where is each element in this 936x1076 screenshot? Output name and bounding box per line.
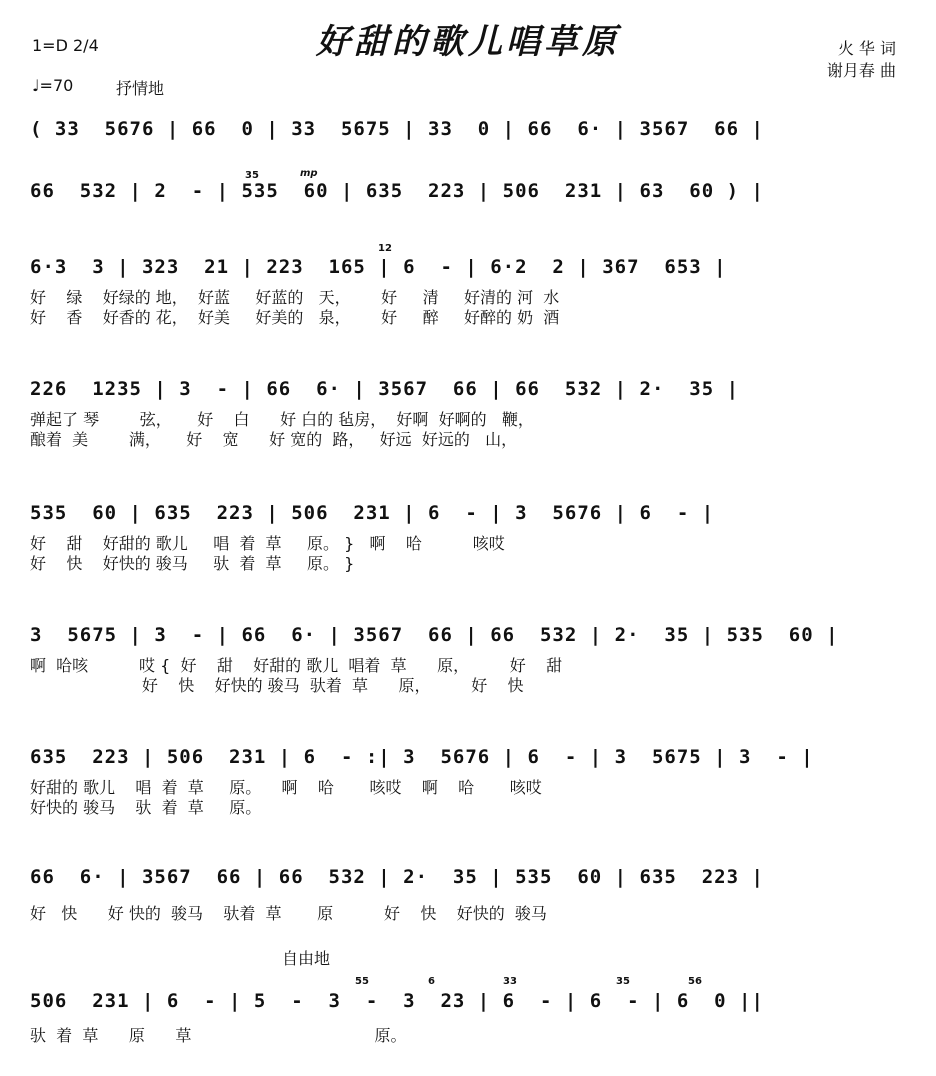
score-system	[30, 372, 906, 450]
score-system	[30, 174, 906, 212]
lyric-line: 好 绿 好绿的 地， 好蓝 好蓝的 天， 好 清 好清的 河 水	[30, 288, 560, 307]
key-signature: 1=D 2/4	[32, 36, 99, 55]
notation-line	[30, 618, 906, 656]
notation-line	[30, 496, 906, 534]
lyric-line: 好 快 好快的 骏马 驮着 草 原， 好 快	[30, 676, 524, 695]
grace-note: 55	[355, 976, 369, 987]
grace-note: 35	[616, 976, 630, 987]
notation-line	[30, 740, 906, 778]
notation-line	[30, 372, 906, 410]
score-system	[30, 984, 906, 1046]
notation-line	[30, 984, 906, 1022]
score-system	[30, 250, 906, 328]
expression-marking: 抒情地	[116, 79, 165, 98]
notes: 66 532 | 2 - | 535 60 | 635 223 | 506 231 | 63 60 ) |	[30, 180, 764, 202]
grace-note: 56	[688, 976, 702, 987]
grace-note: 6	[428, 976, 435, 987]
notes: 226 1235 | 3 - | 66 6· | 3567 66 | 66 532 | 2· 35 |	[30, 378, 740, 400]
notation-line	[30, 860, 906, 898]
notes: 3 5675 | 3 - | 66 6· | 3567 66 | 66 532 | 2· 35 | 535 60 |	[30, 624, 839, 646]
notes: 506 231 | 6 - | 5 - 3 - 3 23 | 6 - | 6 - | 6 0 ||	[30, 990, 764, 1012]
notation-line	[30, 112, 906, 150]
score-system	[30, 112, 906, 150]
lyricist-credit: 火 华 词	[837, 39, 896, 58]
lyric-line: 好快的 骏马 驮 着 草 原。	[30, 798, 262, 817]
grace-note: 12	[378, 243, 392, 254]
notes: 535 60 | 635 223 | 506 231 | 6 - | 3 5676 | 6 - |	[30, 502, 715, 524]
dynamic-mp: mp	[300, 168, 318, 179]
tempo-marking: ♩=70	[32, 76, 74, 95]
lyric-line: 弹起了 琴 弦， 好 白 好 白的 毡房， 好啊 好啊的 鞭，	[30, 410, 534, 429]
notes: 6·3 3 | 323 21 | 223 165 | 6 - | 6·2 2 | 367 653 |	[30, 256, 727, 278]
composer-credit: 谢月春 曲	[826, 61, 896, 80]
grace-note: 33	[503, 976, 517, 987]
score-system	[30, 496, 906, 574]
notes: 635 223 | 506 231 | 6 - :| 3 5676 | 6 - | 3 5675 | 3 - |	[30, 746, 814, 768]
lyric-line: 啊 哈咳 哎 { 好 甜 好甜的 歌儿 唱着 草 原， 好 甜	[30, 656, 563, 675]
score-system	[30, 740, 906, 818]
score-system	[30, 618, 906, 696]
score-system	[30, 860, 906, 924]
lyric-line: 好 快 好快的 骏马 驮 着 草 原。 }	[30, 554, 355, 573]
notes: 66 6· | 3567 66 | 66 532 | 2· 35 | 535 60 | 635 223 |	[30, 866, 764, 888]
grace-note: 35	[245, 170, 259, 181]
lyric-line: 驮 着 草 原 草 原。	[30, 1026, 407, 1045]
lyric-line: 好 香 好香的 花， 好美 好美的 泉， 好 醉 好醉的 奶 酒	[30, 308, 560, 327]
lyric-line: 好 快 好 快的 骏马 驮着 草 原 好 快 好快的 骏马	[30, 904, 547, 923]
lyric-line: 好 甜 好甜的 歌儿 唱 着 草 原。 } 啊 哈 咳哎	[30, 534, 505, 553]
song-title: 好甜的歌儿唱草原	[316, 22, 620, 62]
notation-line	[30, 250, 906, 288]
free-tempo-marking: 自由地	[282, 949, 331, 968]
lyric-line: 酿着 美 满， 好 宽 好 宽的 路， 好远 好远的 山，	[30, 430, 518, 449]
lyric-line: 好甜的 歌儿 唱 着 草 原。 啊 哈 咳哎 啊 哈 咳哎	[30, 778, 542, 797]
notation-line	[30, 174, 906, 212]
notes: ( 33 5676 | 66 0 | 33 5675 | 33 0 | 66 6· | 3567 66 |	[30, 118, 764, 140]
